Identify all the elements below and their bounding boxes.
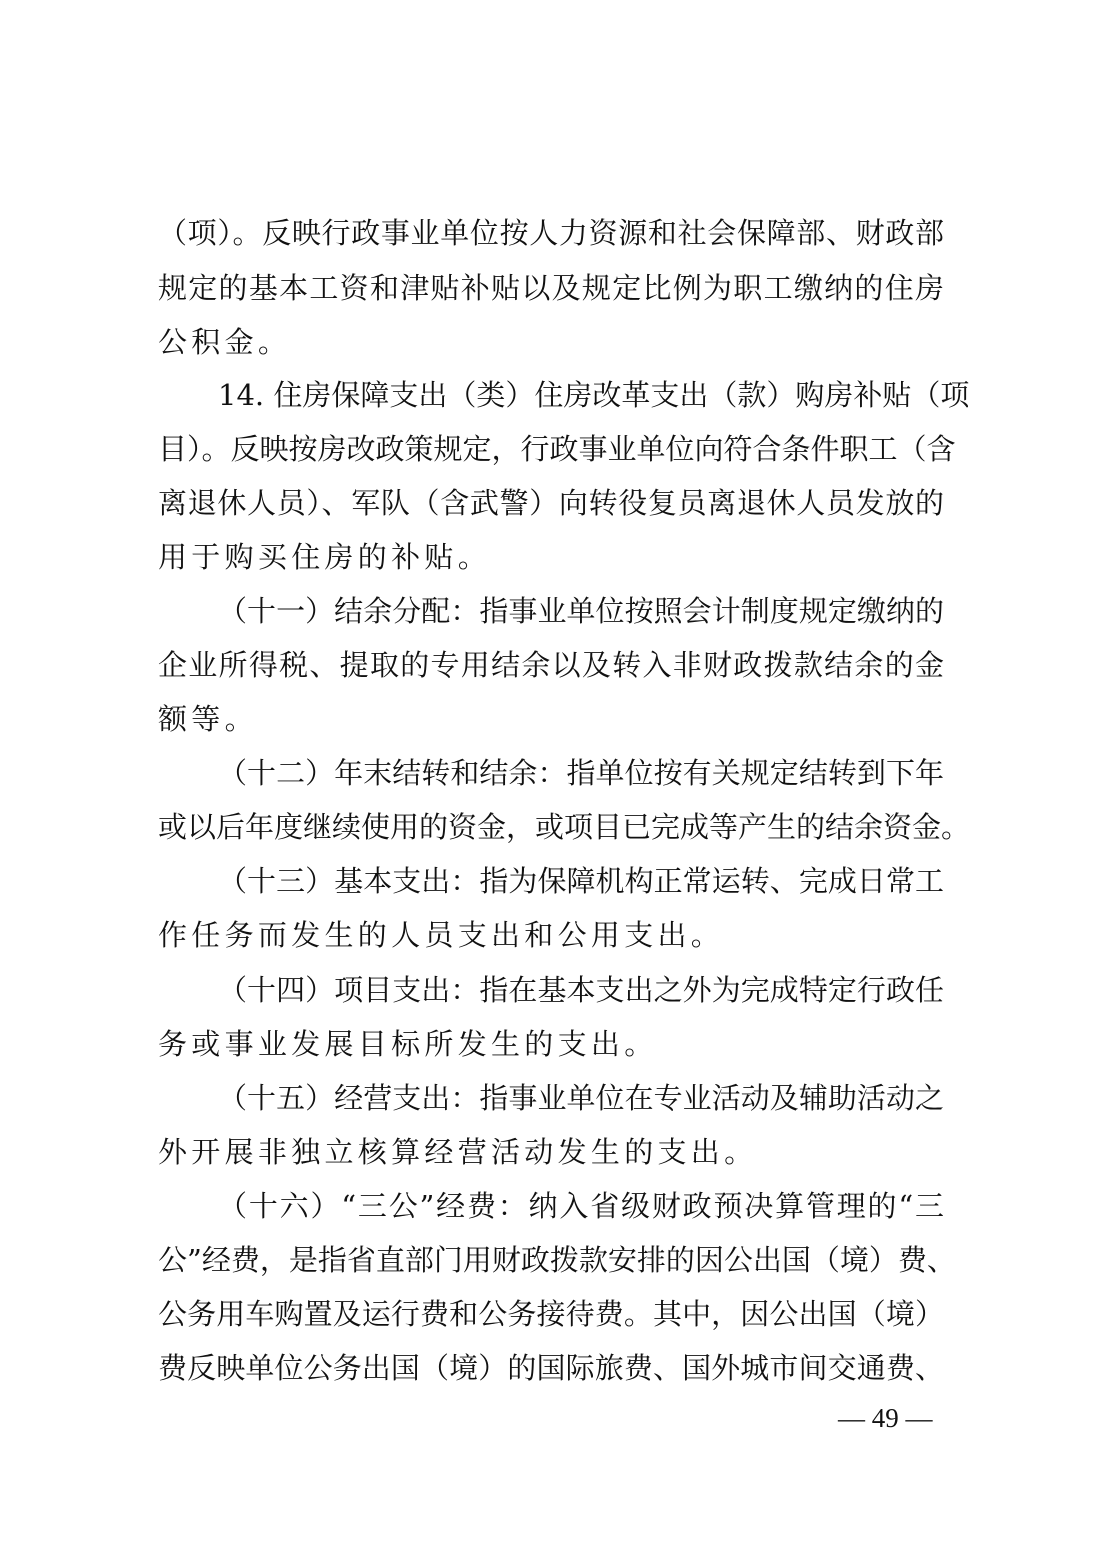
page-number: — 49 —: [838, 1403, 933, 1433]
text-line: （项）。反映行政事业单位按人力资源和社会保障部、财政部: [158, 216, 944, 250]
text-line: 目）。反映按房改政策规定，行政事业单位向符合条件职工（含: [158, 432, 956, 466]
section-13-heading-line: （十三）基本支出：指为保障机构正常运转、完成日常工: [218, 864, 944, 898]
section-16-heading-line: （十六）“三公”经费：纳入省级财政预决算管理的“三: [218, 1189, 944, 1223]
text-line: 费反映单位公务出国（境）的国际旅费、国外城市间交通费、: [158, 1351, 944, 1385]
text-line: 离退休人员）、军队（含武警）向转役复员离退休人员发放的: [158, 486, 944, 520]
text-line: 企业所得税、提取的专用结余以及转入非财政拨款结余的金: [158, 648, 944, 682]
text-line: 规定的基本工资和津贴补贴以及规定比例为职工缴纳的住房: [158, 271, 944, 305]
text-line: 公务用车购置及运行费和公务接待费。其中，因公出国（境）: [158, 1297, 944, 1331]
text-line: 作任务而发生的人员支出和公用支出。: [158, 918, 725, 952]
text-line: 务或事业发展目标所发生的支出。: [158, 1027, 658, 1061]
text-line: 公积金。: [158, 325, 292, 359]
item-14-heading-line: 14. 住房保障支出（类）住房改革支出（款）购房补贴（项: [218, 378, 970, 412]
section-14-heading-line: （十四）项目支出：指在基本支出之外为完成特定行政任: [218, 973, 944, 1007]
section-15-heading-line: （十五）经营支出：指事业单位在专业活动及辅助活动之: [218, 1081, 944, 1115]
section-12-heading-line: （十二）年末结转和结余：指单位按有关规定结转到下年: [218, 756, 944, 790]
text-line: 用于购买住房的补贴。: [158, 540, 492, 574]
text-line: 或以后年度继续使用的资金，或项目已完成等产生的结余资金。: [158, 810, 971, 844]
text-line: 公”经费，是指省直部门用财政拨款安排的因公出国（境）费、: [158, 1243, 956, 1277]
text-line: 外开展非独立核算经营活动发生的支出。: [158, 1135, 758, 1169]
section-11-heading-line: （十一）结余分配：指事业单位按照会计制度规定缴纳的: [218, 594, 944, 628]
text-line: 额等。: [158, 702, 258, 736]
